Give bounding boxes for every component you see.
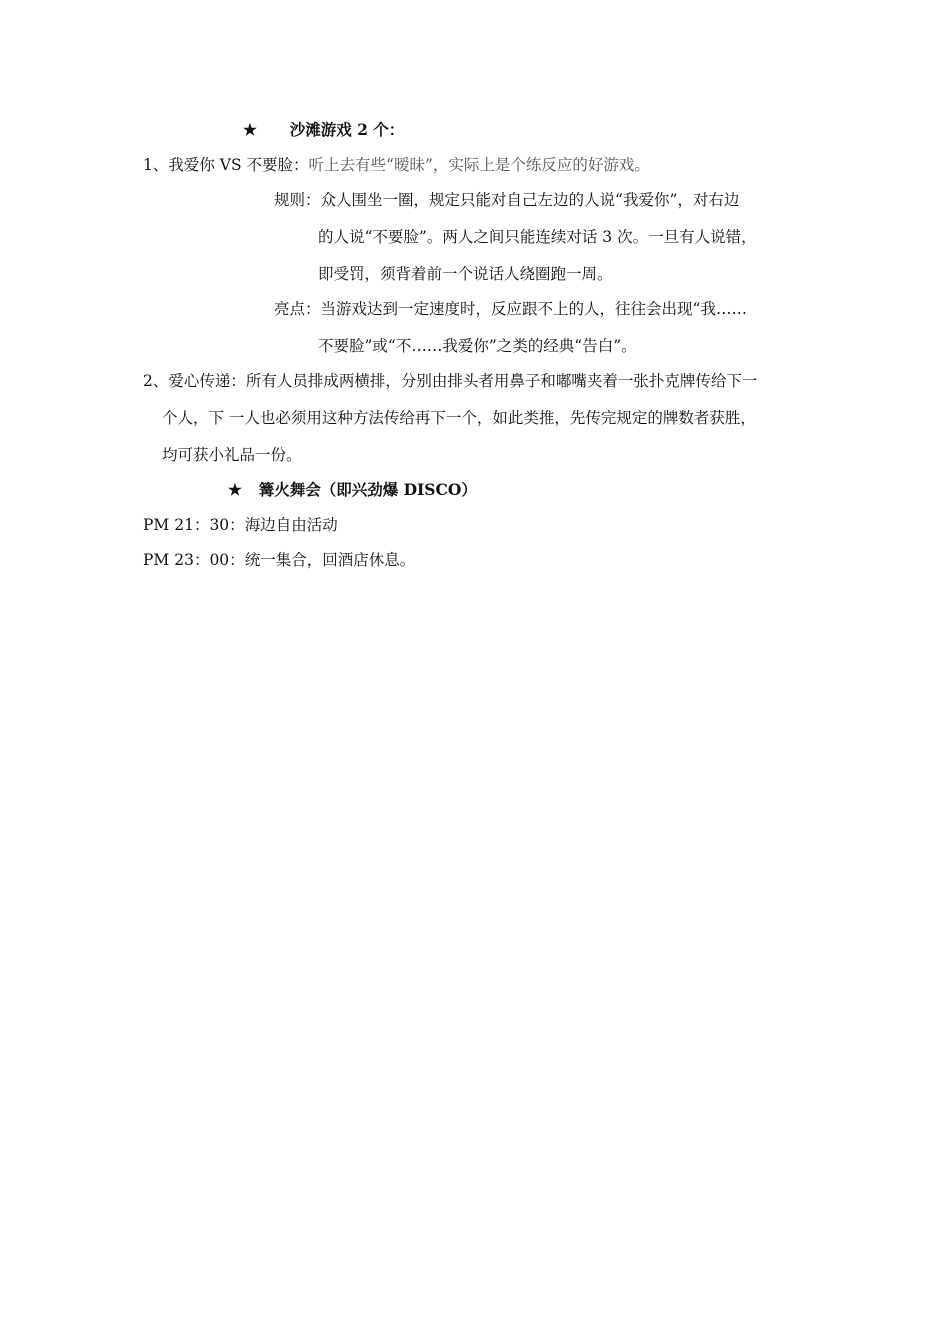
game-1-highlight-line-2: 不要脸”或“不……我爱你”之类的经典“告白”。	[318, 337, 637, 355]
game-2-line-3: 均可获小礼品一份。	[162, 446, 302, 464]
schedule-item	[143, 550, 415, 570]
game-1-rule-line-2: 的人说“不要脸”。两人之间只能连续对话 3 次。一旦有人说错，	[318, 228, 757, 246]
schedule-item	[143, 515, 338, 535]
schedule-time: PM 23：00：	[143, 551, 245, 569]
game-1-rule-line-3: 即受罚，须背着前一个说话人绕圈跑一周。	[318, 265, 613, 283]
schedule-activity: 海边自由活动	[244, 516, 338, 534]
schedule-time: PM 21：30：	[143, 516, 245, 534]
game-1-title: 1、我爱你 VS 不要脸：	[143, 156, 309, 174]
game-1-highlight-label: 亮点：	[274, 300, 321, 318]
beach-games-heading: ★ 沙滩游戏 2 个：	[243, 120, 405, 139]
game-1-intro: 听上去有些“暧昧”，实际上是个练反应的好游戏。	[308, 156, 650, 174]
schedule-activity: 统一集合，回酒店休息。	[244, 551, 416, 569]
game-1-rule-line-1: 规则：众人围坐一圈，规定只能对自己左边的人说“我爱你”，对右边	[274, 191, 740, 209]
game-1-rule-label: 规则：	[274, 191, 321, 209]
game-2-line-2: 个人，下 一人也必须用这种方法传给再下一个，如此类推，先传完规定的牌数者获胜，	[162, 409, 756, 427]
game-2-line-1: 2、爱心传递：所有人员排成两横排，分别由排头者用鼻子和嘟嘴夹着一张扑克牌传给下一	[143, 372, 758, 390]
game-1-title-line	[143, 155, 650, 175]
game-2-title: 2、爱心传递：	[143, 372, 246, 390]
bonfire-heading: ★ 篝火舞会（即兴劲爆 DISCO）	[228, 480, 477, 499]
game-1-highlight-line-1: 亮点：当游戏达到一定速度时，反应跟不上的人，往往会出现“我……	[274, 300, 747, 318]
star-icon: ★	[243, 120, 257, 139]
star-icon: ★	[228, 480, 242, 499]
